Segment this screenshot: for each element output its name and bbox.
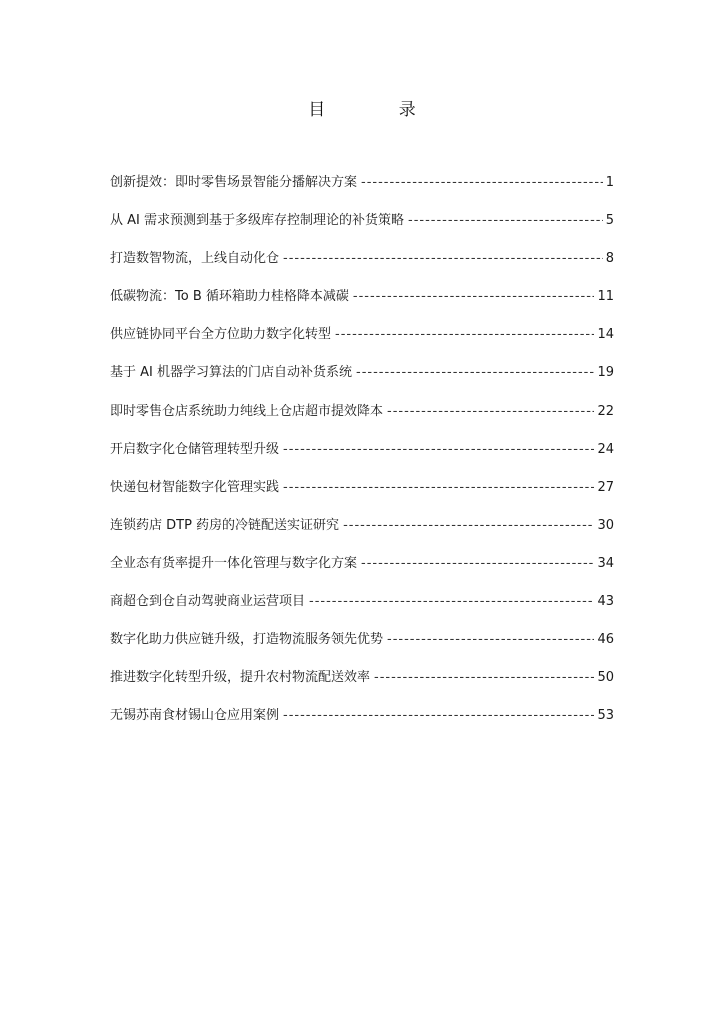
toc-leader <box>283 478 594 498</box>
toc-entry-page: 11 <box>597 289 614 305</box>
toc-entry-title: 开启数字化仓储管理转型升级 <box>110 441 280 457</box>
toc-entry-title: 全业态有货率提升一体化管理与数字化方案 <box>110 555 358 571</box>
toc-entry-title: 即时零售仓店系统助力纯线上仓店超市提效降本 <box>110 403 384 419</box>
toc-entry[interactable] <box>110 325 614 363</box>
toc-entry[interactable] <box>110 706 614 744</box>
toc-entry-title: 创新提效：即时零售场景智能分播解决方案 <box>110 175 358 190</box>
toc-leader <box>356 363 594 383</box>
toc-entry-title: 无锡苏南食材锡山仓应用案例 <box>110 708 280 724</box>
toc-entry[interactable] <box>110 668 614 706</box>
toc-entry-page: 34 <box>597 555 614 571</box>
toc-list <box>110 173 614 744</box>
toc-entry-title: 打造数智物流，上线自动化仓 <box>110 251 280 267</box>
toc-entry-page: 8 <box>605 251 614 267</box>
toc-entry-title: 低碳物流：To B 循环箱助力桂格降本减碳 <box>110 289 349 305</box>
toc-entry[interactable] <box>110 287 614 325</box>
toc-leader <box>361 173 603 193</box>
toc-entry-page: 43 <box>597 594 614 610</box>
toc-entry[interactable] <box>110 440 614 478</box>
toc-entry[interactable] <box>110 478 614 516</box>
toc-entry-title: 商超仓到仓自动驾驶商业运营项目 <box>110 594 306 610</box>
toc-entry-page: 5 <box>605 213 614 229</box>
toc-title: 目 录 <box>308 100 450 120</box>
toc-entry-page: 24 <box>597 441 614 457</box>
toc-entry-page: 53 <box>597 708 614 724</box>
toc-entry[interactable] <box>110 516 614 554</box>
toc-entry-page: 50 <box>597 670 614 686</box>
toc-entry-title: 基于 AI 机器学习算法的门店自动补货系统 <box>110 365 352 381</box>
toc-leader <box>387 402 594 422</box>
toc-entry[interactable] <box>110 363 614 401</box>
toc-entry[interactable] <box>110 402 614 440</box>
toc-leader <box>283 440 594 460</box>
toc-leader <box>309 592 594 612</box>
toc-entry-title: 连锁药店 DTP 药房的冷链配送实证研究 <box>110 517 340 533</box>
toc-entry[interactable] <box>110 211 614 249</box>
toc-leader <box>353 287 595 307</box>
toc-leader <box>283 706 594 726</box>
toc-entry[interactable] <box>110 249 614 287</box>
toc-entry-page: 30 <box>597 517 614 533</box>
toc-entry-page: 46 <box>597 632 614 648</box>
toc-entry-title: 数字化助力供应链升级，打造物流服务领先优势 <box>110 632 384 648</box>
toc-leader <box>335 325 594 345</box>
toc-leader <box>361 554 594 574</box>
toc-leader <box>343 516 594 536</box>
toc-entry-page: 14 <box>597 327 614 343</box>
toc-entry[interactable] <box>110 173 614 211</box>
toc-entry-title: 快递包材智能数字化管理实践 <box>110 479 280 495</box>
toc-leader <box>374 668 594 688</box>
toc-leader <box>387 630 594 650</box>
toc-entry[interactable] <box>110 554 614 592</box>
toc-entry-page: 1 <box>605 175 614 190</box>
toc-entry-title: 推进数字化转型升级，提升农村物流配送效率 <box>110 670 371 686</box>
toc-entry[interactable] <box>110 630 614 668</box>
toc-entry-page: 19 <box>597 365 614 381</box>
toc-leader <box>283 249 603 269</box>
toc-entry-title: 从 AI 需求预测到基于多级库存控制理论的补货策略 <box>110 213 404 229</box>
toc-leader <box>408 211 603 231</box>
toc-entry[interactable] <box>110 592 614 630</box>
toc-entry-page: 22 <box>597 403 614 419</box>
toc-entry-title: 供应链协同平台全方位助力数字化转型 <box>110 327 332 343</box>
toc-entry-page: 27 <box>597 479 614 495</box>
